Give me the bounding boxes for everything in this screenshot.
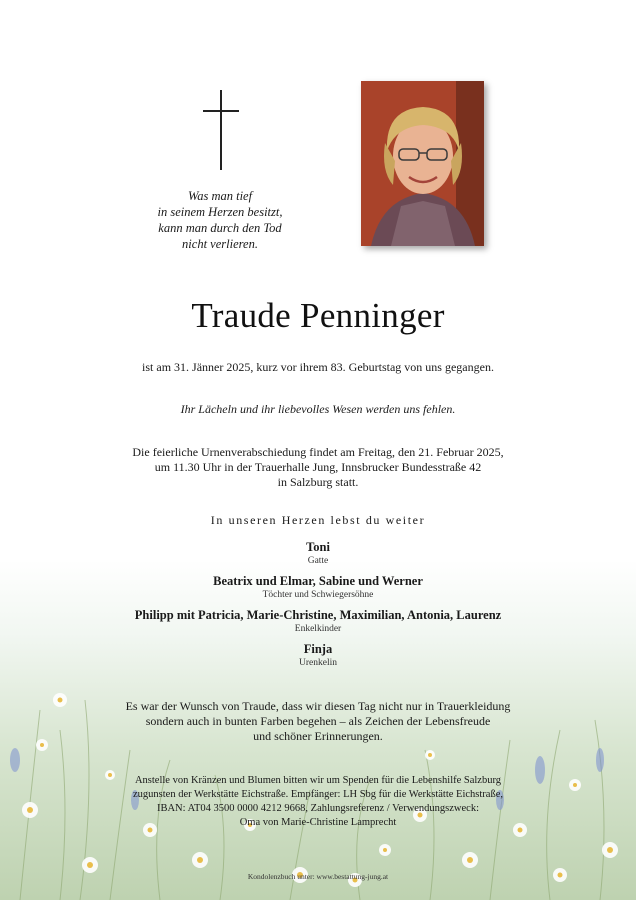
quote-line: nicht verlieren. bbox=[182, 237, 258, 251]
donation-line: zugunsten der Werkstätte Eichstraße. Empfänger: LH Sbg für die Werkstätte Eichstraße, bbox=[133, 789, 503, 800]
donation-line: Anstelle von Kränzen und Blumen bitten wir um Spenden für die Lebenshilfe Salzburg bbox=[134, 775, 502, 786]
ceremony-line: in Salzburg statt. bbox=[277, 475, 359, 489]
tribute-line: Ihr Lächeln und ihr liebevolles Wesen werden uns fehlen. bbox=[180, 402, 456, 416]
quote-line: Was man tief bbox=[187, 189, 253, 203]
cross-icon bbox=[203, 90, 239, 170]
condolence-book-link[interactable]: Kondolenzbuch unter: www.bestattung-jung.at bbox=[247, 872, 389, 881]
ceremony-line: um 11.30 Uhr in der Trauerhalle Jung, Innsbrucker Bundesstraße 42 bbox=[154, 460, 482, 474]
hearts-heading: In unseren Herzen lebst du weiter bbox=[210, 513, 426, 527]
ceremony-line: Die feierliche Urnenverabschiedung findet am Freitag, den 21. Februar 2025, bbox=[132, 445, 504, 459]
mourner-relation: Urenkelin bbox=[299, 658, 337, 668]
mourner-relation: Enkelkinder bbox=[294, 624, 342, 634]
mourner-relation: Töchter und Schwiegersöhne bbox=[262, 590, 374, 600]
mourner-relation: Gatte bbox=[307, 556, 329, 566]
death-notice: ist am 31. Jänner 2025, kurz vor ihrem 83. Geburtstag von uns gegangen. bbox=[142, 360, 494, 374]
mourner-names: Finja bbox=[303, 642, 333, 656]
donation-line: Oma von Marie-Christine Lamprecht bbox=[239, 817, 397, 828]
mourner-names: Philipp mit Patricia, Marie-Christine, Maximilian, Antonia, Laurenz bbox=[134, 608, 502, 622]
wish-line: Es war der Wunsch von Traude, dass wir diesen Tag nicht nur in Trauerkleidung bbox=[125, 699, 511, 713]
deceased-name: Traude Penninger bbox=[191, 296, 445, 335]
memorial-quote bbox=[120, 188, 320, 252]
quote-line: kann man durch den Tod bbox=[158, 221, 282, 235]
mourner-names: Toni bbox=[306, 540, 330, 554]
wish-line: und schöner Erinnerungen. bbox=[253, 729, 383, 743]
quote-line: in seinem Herzen besitzt, bbox=[157, 205, 283, 219]
mourner-names: Beatrix und Elmar, Sabine und Werner bbox=[213, 574, 423, 588]
donation-line: IBAN: AT04 3500 0000 4212 9668, Zahlungsreferenz / Verwendungszweck: bbox=[156, 803, 480, 814]
wish-line: sondern auch in bunten Farben begehen – als Zeichen der Lebensfreude bbox=[145, 714, 491, 728]
portrait-photo bbox=[361, 81, 484, 246]
